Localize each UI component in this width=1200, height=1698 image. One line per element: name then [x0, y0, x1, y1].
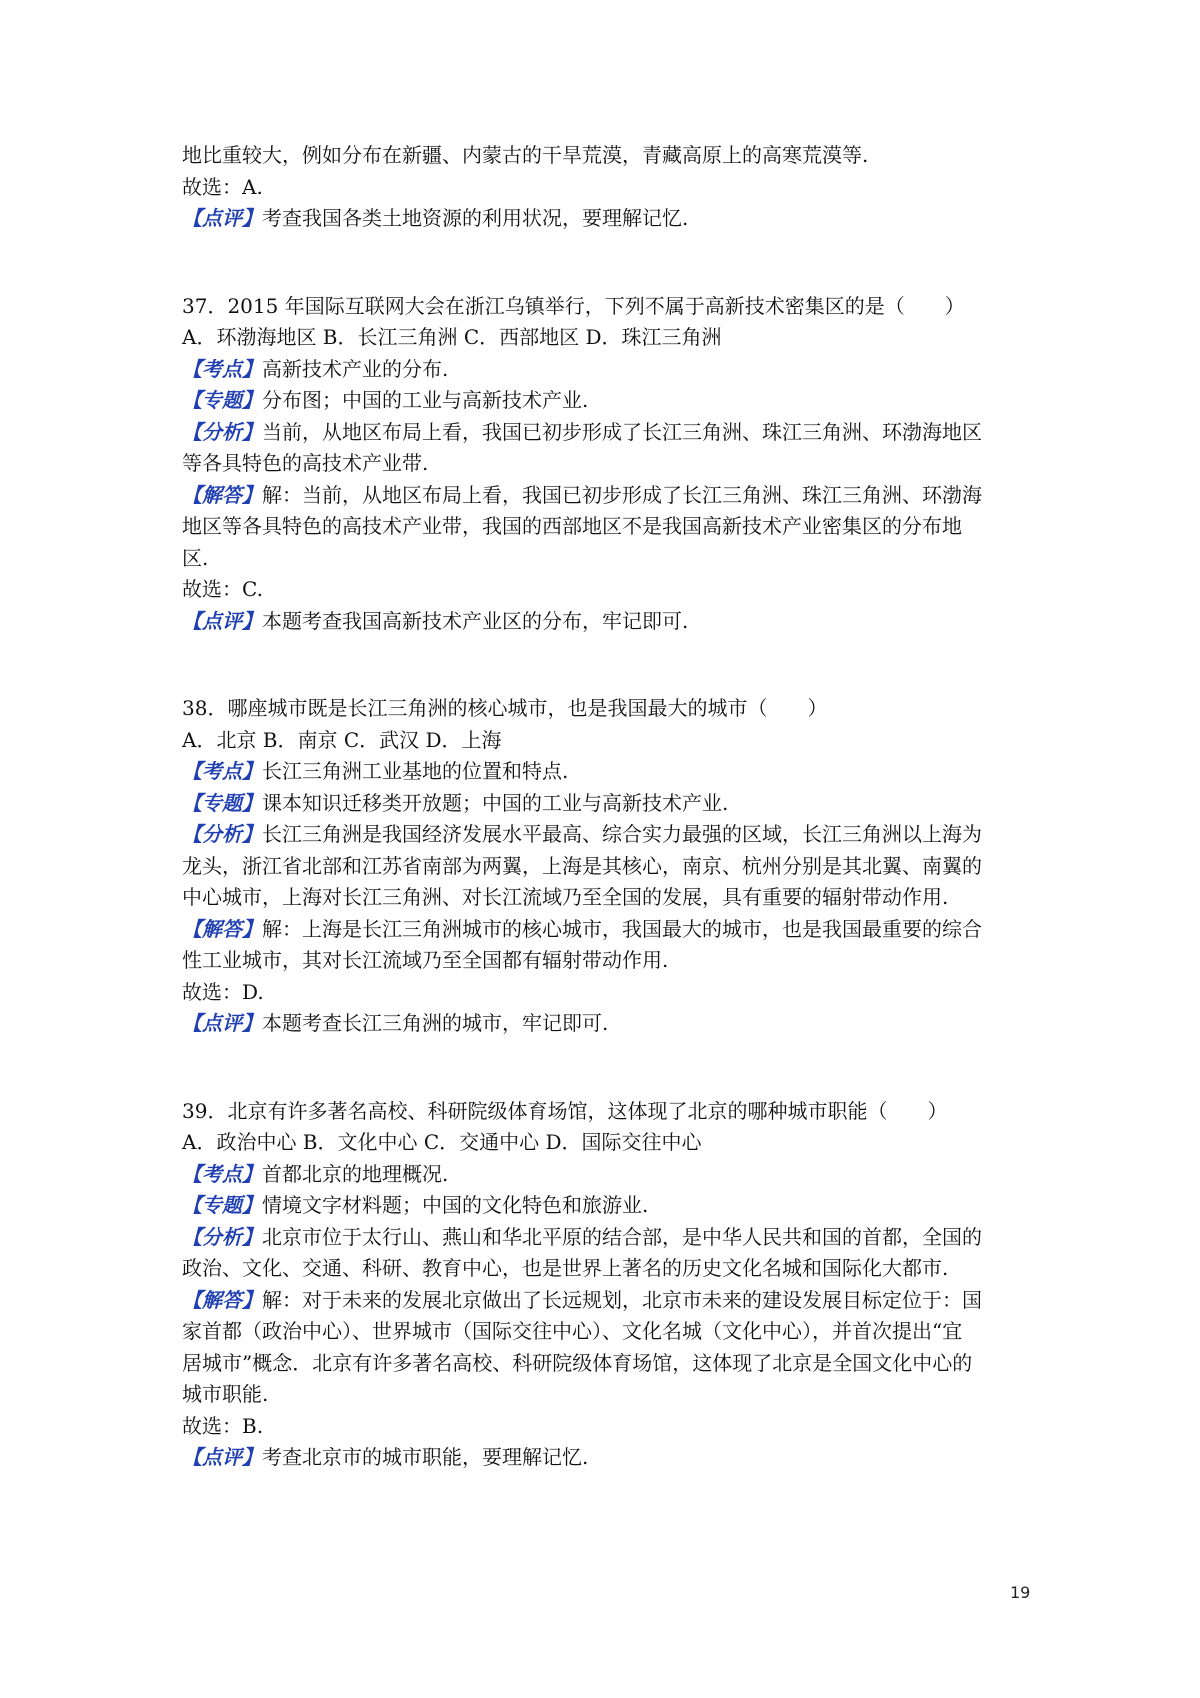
zhuanti-text: 课本知识迁移类开放题；中国的工业与高新技术产业. — [262, 790, 729, 815]
zhuanti-tag: 【专题】 — [182, 1193, 262, 1217]
jieda-row — [182, 1285, 1032, 1317]
intro-answer: 故选：A. — [182, 174, 263, 199]
zhuanti-tag: 【专题】 — [182, 790, 262, 815]
kaodian-text: 首都北京的地理概况. — [262, 1161, 449, 1186]
kaodian-row — [182, 756, 1032, 788]
fenxi-row — [182, 417, 1032, 449]
fenxi-text-cont: 政治、文化、交通、科研、教育中心，也是世界上著名的历史文化名城和国际化大都市. — [182, 1256, 949, 1280]
dianping-tag: 【点评】 — [182, 1011, 262, 1035]
fenxi-text-cont: 龙头，浙江省北部和江苏省南部为两翼，上海是其核心，南京、杭州分别是其北翼、南翼的 — [182, 853, 982, 878]
spacer — [182, 637, 1032, 693]
jieda-text-cont: 区. — [182, 545, 209, 570]
zhuanti-text: 情境文字材料题；中国的文化特色和旅游业. — [262, 1193, 649, 1217]
question-options: A．政治中心 B．文化中心 C．交通中心 D．国际交往中心 — [182, 1130, 702, 1154]
jieda-text-cont: 居城市”概念．北京有许多著名高校、科研院级体育场馆，这体现了北京是全国文化中心的 — [182, 1350, 973, 1375]
fenxi-tag: 【分析】 — [182, 1224, 262, 1249]
intro-text-line: 地比重较大，例如分布在新疆、内蒙古的干旱荒漠，青藏高原上的高寒荒漠等. — [182, 143, 869, 167]
comment-tag: 【点评】 — [182, 206, 262, 230]
page-content — [182, 140, 1032, 1474]
comment-text: 考查我国各类土地资源的利用状况，要理解记忆. — [262, 206, 689, 230]
dianping-row — [182, 606, 1032, 638]
question-options: A．北京 B．南京 C．武汉 D．上海 — [182, 727, 502, 752]
question-38 — [182, 693, 1032, 1040]
jieda-text-cont: 城市职能. — [182, 1382, 269, 1406]
fenxi-text: 北京市位于太行山、燕山和华北平原的结合部，是中华人民共和国的首都，全国的 — [262, 1224, 982, 1249]
kaodian-text: 长江三角洲工业基地的位置和特点. — [262, 759, 569, 783]
dianping-row — [182, 1442, 1032, 1474]
answer-row: 故选：B. — [182, 1413, 264, 1438]
fenxi-row — [182, 819, 1032, 851]
fenxi-text: 当前，从地区布局上看，我国已初步形成了长江三角洲、珠江三角洲、环渤海地区 — [262, 419, 982, 444]
answer-row: 故选：C. — [182, 577, 263, 601]
spacer — [182, 1040, 1032, 1096]
zhuanti-text: 分布图；中国的工业与高新技术产业. — [262, 388, 589, 412]
fenxi-text-cont: 中心城市，上海对长江三角洲、对长江流域乃至全国的发展，具有重要的辐射带动作用. — [182, 885, 949, 909]
question-stem: 37．2015 年国际互联网大会在浙江乌镇举行，下列不属于高新技术密集区的是（ ） — [182, 293, 965, 318]
zhuanti-tag: 【专题】 — [182, 388, 262, 412]
kaodian-text: 高新技术产业的分布. — [262, 356, 449, 381]
dianping-tag: 【点评】 — [182, 608, 262, 633]
kaodian-tag: 【考点】 — [182, 759, 262, 783]
jieda-text-cont: 地区等各具特色的高技术产业带，我国的西部地区不是我国高新技术产业密集区的分布地 — [182, 514, 962, 538]
dianping-row — [182, 1008, 1032, 1040]
jieda-row — [182, 480, 1032, 512]
zhuanti-row — [182, 385, 1032, 417]
fenxi-row — [182, 1222, 1032, 1254]
question-stem: 38．哪座城市既是长江三角洲的核心城市，也是我国最大的城市（ ） — [182, 696, 828, 720]
question-stem: 39．北京有许多著名高校、科研院级体育场馆，这体现了北京的哪种城市职能（ ） — [182, 1098, 948, 1123]
kaodian-tag: 【考点】 — [182, 356, 262, 381]
dianping-text: 考查北京市的城市职能，要理解记忆. — [262, 1445, 589, 1469]
fenxi-tag: 【分析】 — [182, 822, 262, 846]
intro-comment — [182, 203, 1032, 235]
answer-row: 故选：D. — [182, 979, 264, 1004]
dianping-text: 本题考查长江三角洲的城市，牢记即可. — [262, 1011, 609, 1035]
spacer — [182, 235, 1032, 291]
fenxi-text: 长江三角洲是我国经济发展水平最高、综合实力最强的区域，长江三角洲以上海为 — [262, 822, 982, 846]
question-39 — [182, 1096, 1032, 1474]
dianping-tag: 【点评】 — [182, 1445, 262, 1469]
jieda-tag: 【解答】 — [182, 482, 262, 507]
jieda-text: 解：当前，从地区布局上看，我国已初步形成了长江三角洲、珠江三角洲、环渤海 — [262, 482, 982, 507]
fenxi-tag: 【分析】 — [182, 419, 262, 444]
jieda-text: 解：上海是长江三角洲城市的核心城市，我国最大的城市，也是我国最重要的综合 — [262, 916, 982, 941]
jieda-tag: 【解答】 — [182, 916, 262, 941]
question-options: A．环渤海地区 B．长江三角洲 C．西部地区 D．珠江三角洲 — [182, 325, 722, 349]
dianping-text: 本题考查我国高新技术产业区的分布，牢记即可. — [262, 608, 689, 633]
kaodian-tag: 【考点】 — [182, 1161, 262, 1186]
jieda-text: 解：对于未来的发展北京做出了长远规划，北京市未来的建设发展目标定位于：国 — [262, 1287, 982, 1312]
jieda-text-cont: 性工业城市，其对长江流域乃至全国都有辐射带动作用. — [182, 948, 669, 972]
zhuanti-row — [182, 788, 1032, 820]
fenxi-text-cont: 等各具特色的高技术产业带. — [182, 451, 429, 475]
question-37 — [182, 291, 1032, 638]
jieda-row — [182, 914, 1032, 946]
jieda-tag: 【解答】 — [182, 1287, 262, 1312]
kaodian-row — [182, 354, 1032, 386]
jieda-text-cont: 家首都（政治中心）、世界城市（国际交往中心）、文化名城（文化中心），并首次提出“宜 — [182, 1319, 963, 1343]
zhuanti-row — [182, 1190, 1032, 1222]
page-number: 19 — [1010, 1583, 1031, 1602]
kaodian-row — [182, 1159, 1032, 1191]
